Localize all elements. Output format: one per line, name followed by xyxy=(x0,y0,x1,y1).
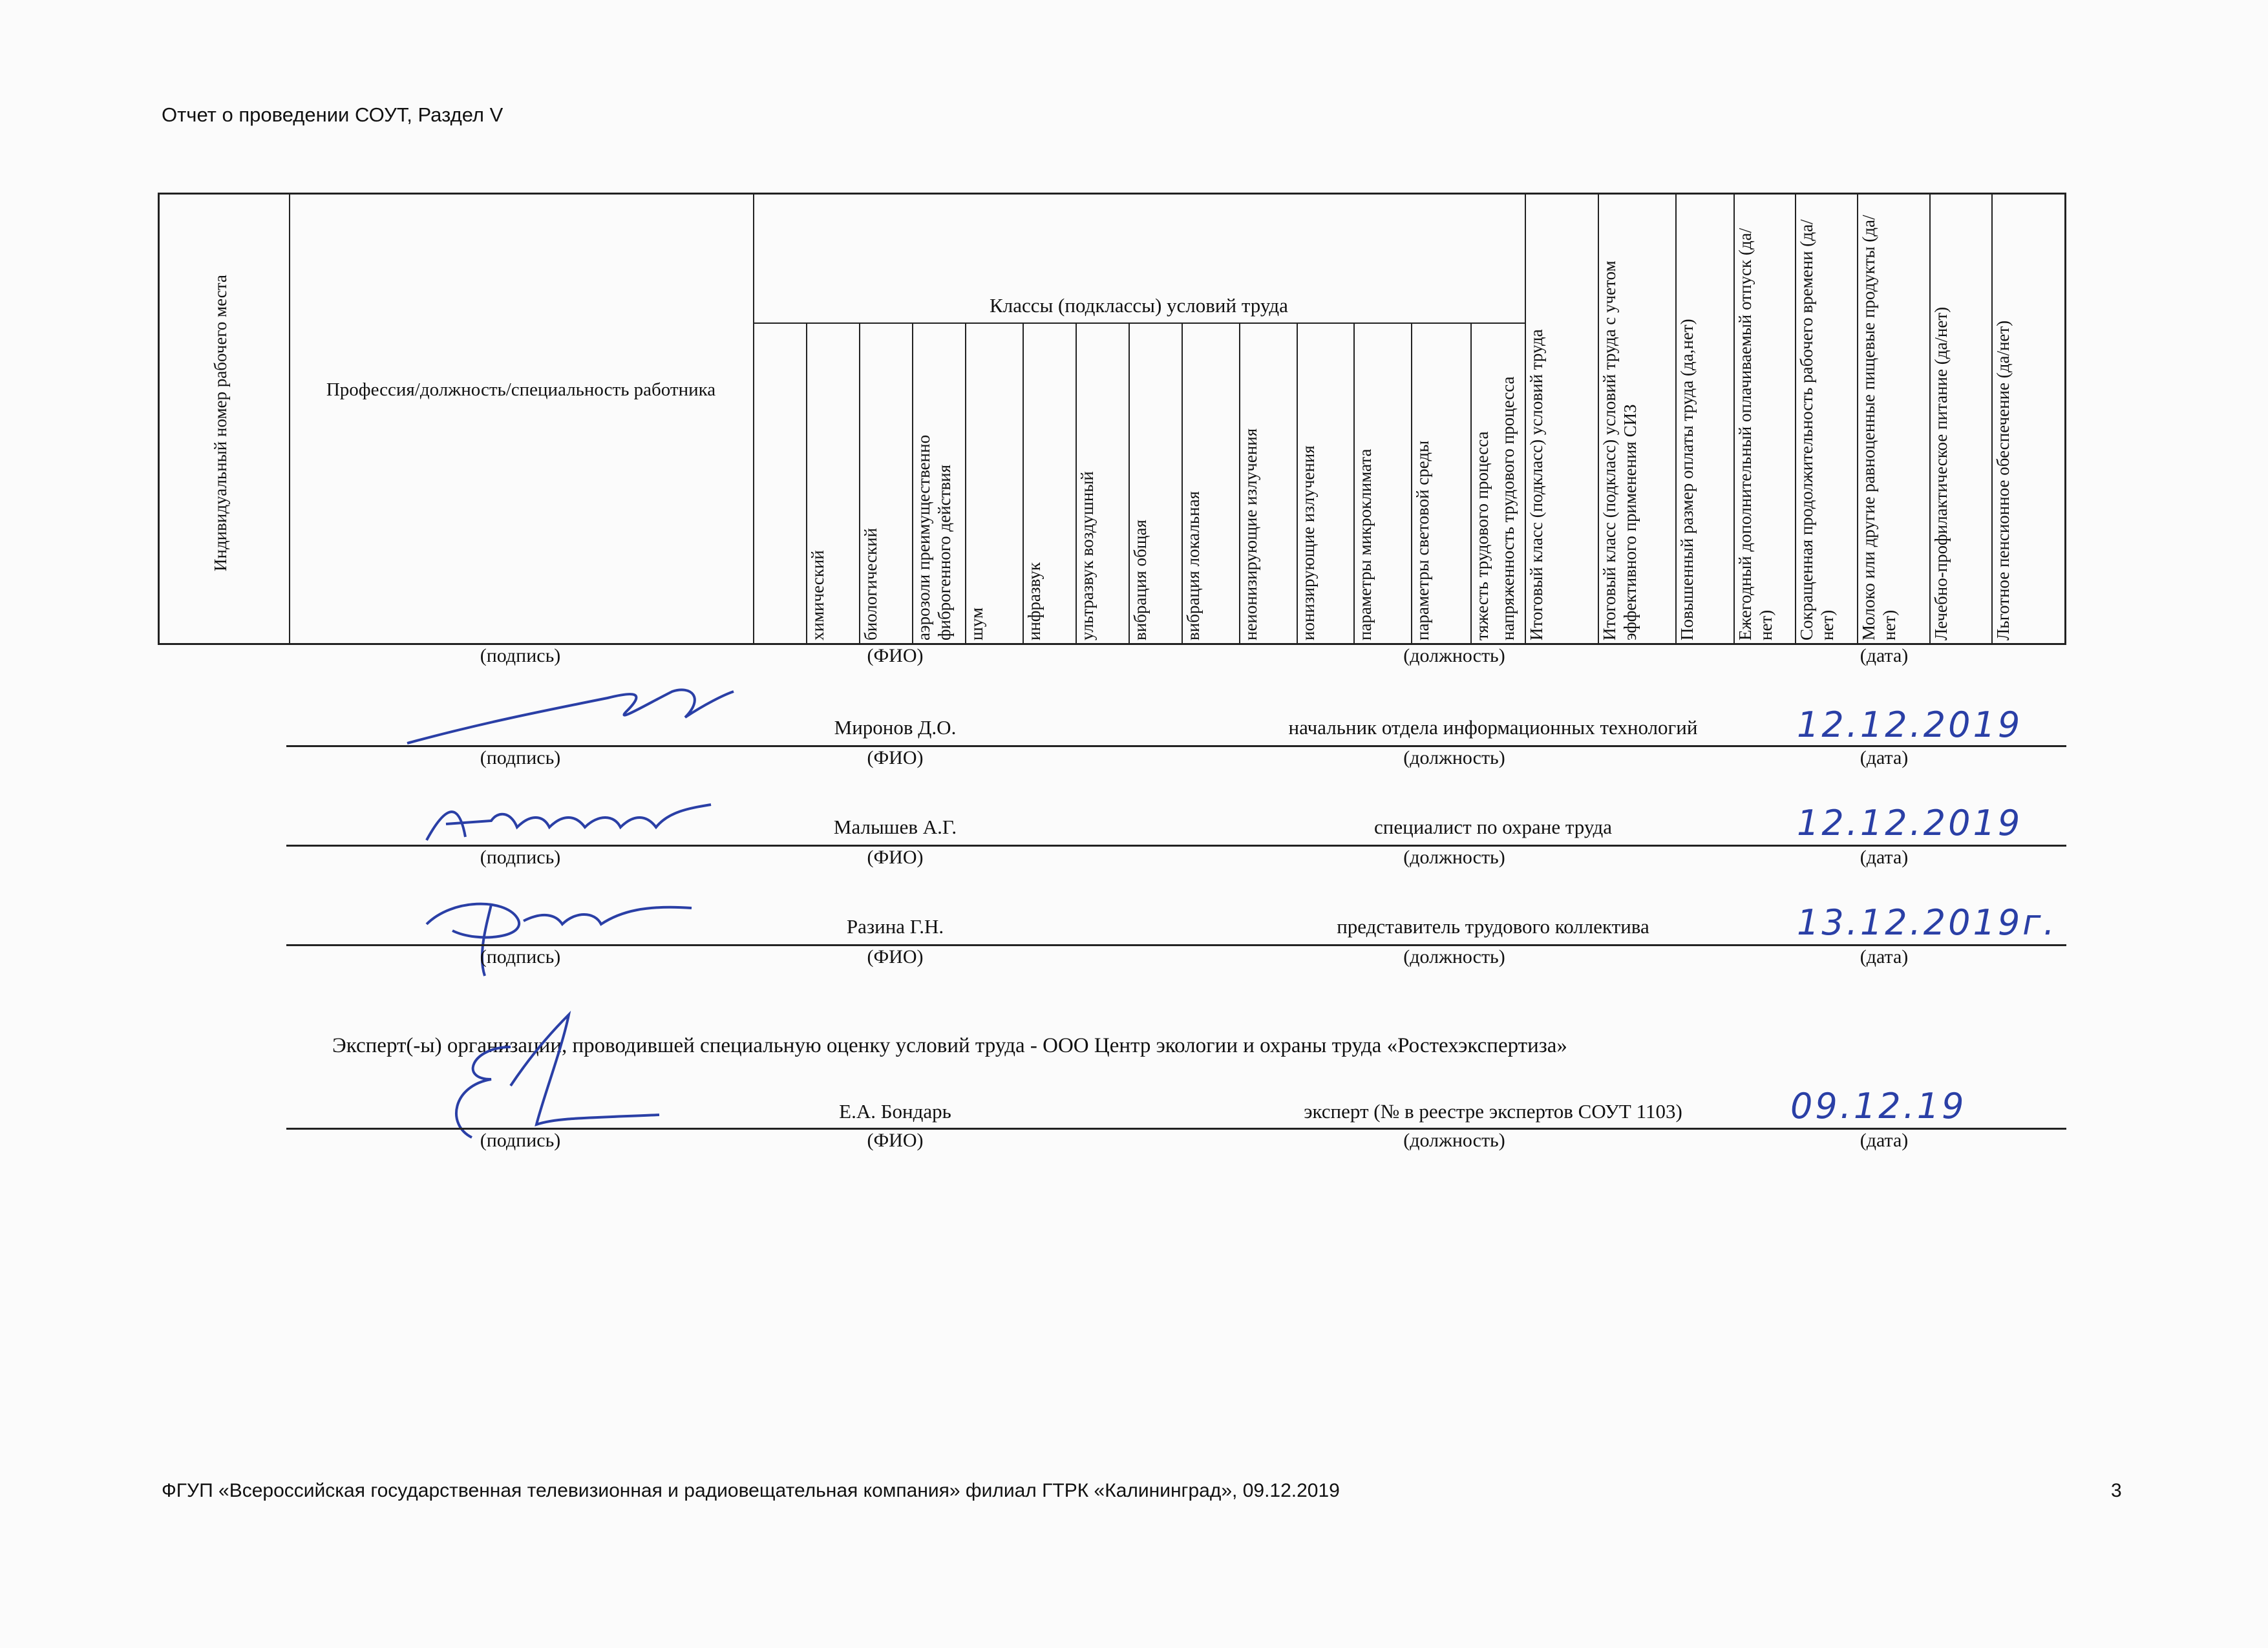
signatory-position: начальник отдела информационных технологий xyxy=(1288,716,1698,739)
header-working-conditions-classes: Классы (подклассы) условий труда xyxy=(990,294,1288,317)
caption-signature: (подпись) xyxy=(480,645,561,666)
expert-name: Е.А. Бондарь xyxy=(839,1100,951,1123)
header-factor-aerosols: аэрозоли преимущественно фиброгенного действия xyxy=(914,434,954,640)
handwritten-signature xyxy=(420,792,717,850)
caption-name: (ФИО) xyxy=(867,847,924,868)
caption-date: (дата) xyxy=(1860,946,1909,967)
header-increased-pay: Повышенный размер оплаты труда (да,нет) xyxy=(1677,319,1697,640)
caption-position: (должность) xyxy=(1403,645,1505,666)
header-factor-lighting: параметры световой среды xyxy=(1413,440,1432,640)
caption-name: (ФИО) xyxy=(867,645,924,666)
group-header-divider xyxy=(753,322,1525,324)
caption-position: (должность) xyxy=(1403,747,1505,768)
header-factor-general-vibration: вибрация общая xyxy=(1130,520,1150,640)
signatory-position: представитель трудового коллектива xyxy=(1337,915,1649,938)
signatory-position: специалист по охране труда xyxy=(1374,816,1612,838)
page-number: 3 xyxy=(2111,1480,2122,1501)
caption-name: (ФИО) xyxy=(867,946,924,967)
expert-position: эксперт (№ в реестре экспертов СОУТ 1103) xyxy=(1304,1100,1682,1123)
expert-organization-line: Эксперт(-ы) организации, проводившей специальную оценку условий труда - ООО Центр экологии и охраны труда «Ростехэкспертиза» xyxy=(332,1034,1567,1057)
signatory-name: Разина Г.Н. xyxy=(846,915,944,938)
header-factor-work-severity: тяжесть трудового процесса xyxy=(1472,431,1492,640)
handwritten-date: 09.12.19 xyxy=(1790,1086,1967,1126)
caption-signature: (подпись) xyxy=(480,1130,561,1151)
header-factor-non-ionizing: неионизирующие излучения xyxy=(1241,428,1260,640)
caption-signature: (подпись) xyxy=(480,847,561,868)
header-pension: Льготное пенсионное обеспечение (да/нет) xyxy=(1993,320,2013,640)
header-factor-chemical: химический xyxy=(808,550,827,640)
header-factor-ultrasound: ультразвук воздушный xyxy=(1077,471,1097,640)
header-final-class-ppe: Итоговый класс (подкласс) условий труда с учетом эффективного применения СИЗ xyxy=(1600,260,1640,640)
signatory-name: Малышев А.Г. xyxy=(833,816,957,838)
caption-date: (дата) xyxy=(1860,747,1909,768)
header-factor-infrasound: инфразвук xyxy=(1024,562,1044,640)
header-factor-microclimate: параметры микроклимата xyxy=(1355,449,1375,640)
caption-date: (дата) xyxy=(1860,645,1909,666)
caption-date: (дата) xyxy=(1860,847,1909,868)
header-milk: Молоко или другие равноценные пищевые продукты (да/нет) xyxy=(1859,215,1899,640)
handwritten-date: 13.12.2019г. xyxy=(1797,902,2057,943)
header-profession: Профессия/должность/специальность работника xyxy=(326,379,716,400)
header-reduced-hours: Сокращенная продолжительность рабочего времени (да/нет) xyxy=(1797,219,1837,640)
footer-organization: ФГУП «Всероссийская государственная телевизионная и радиовещательная компания» филиал ГТРК «Калининград», 09.12.2019 xyxy=(162,1480,1340,1501)
header-extra-leave: Ежегодный дополнительный оплачиваемый отпуск (да/нет) xyxy=(1735,227,1775,640)
caption-signature: (подпись) xyxy=(480,946,561,967)
signatory-name: Миронов Д.О. xyxy=(834,716,957,739)
handwritten-date: 12.12.2019 xyxy=(1797,803,2023,843)
header-factor-noise: шум xyxy=(967,607,986,640)
sout-results-table xyxy=(158,193,2066,645)
header-therapeutic-nutrition: Лечебно-профилактическое питание (да/нет) xyxy=(1931,306,1951,640)
caption-position: (должность) xyxy=(1403,847,1505,868)
caption-name: (ФИО) xyxy=(867,1130,924,1151)
header-factor-local-vibration: вибрация локальная xyxy=(1183,491,1203,640)
caption-signature: (подпись) xyxy=(480,747,561,768)
handwritten-date: 12.12.2019 xyxy=(1797,704,2023,745)
header-workplace-number: Индивидуальный номер рабочего места xyxy=(211,275,230,572)
report-title: Отчет о проведении СОУТ, Раздел V xyxy=(162,103,503,126)
header-factor-ionizing: ионизирующие излучения xyxy=(1298,445,1318,640)
caption-position: (должность) xyxy=(1403,946,1505,967)
column-divider xyxy=(753,195,754,643)
header-factor-biological: биологический xyxy=(861,527,880,640)
column-divider xyxy=(289,195,290,643)
caption-position: (должность) xyxy=(1403,1130,1505,1151)
caption-name: (ФИО) xyxy=(867,747,924,768)
handwritten-signature xyxy=(401,672,737,750)
caption-date: (дата) xyxy=(1860,1130,1909,1151)
header-factor-work-intensity: напряженность трудового процесса xyxy=(1498,376,1518,640)
header-final-class: Итоговый класс (подкласс) условий труда xyxy=(1527,329,1546,640)
